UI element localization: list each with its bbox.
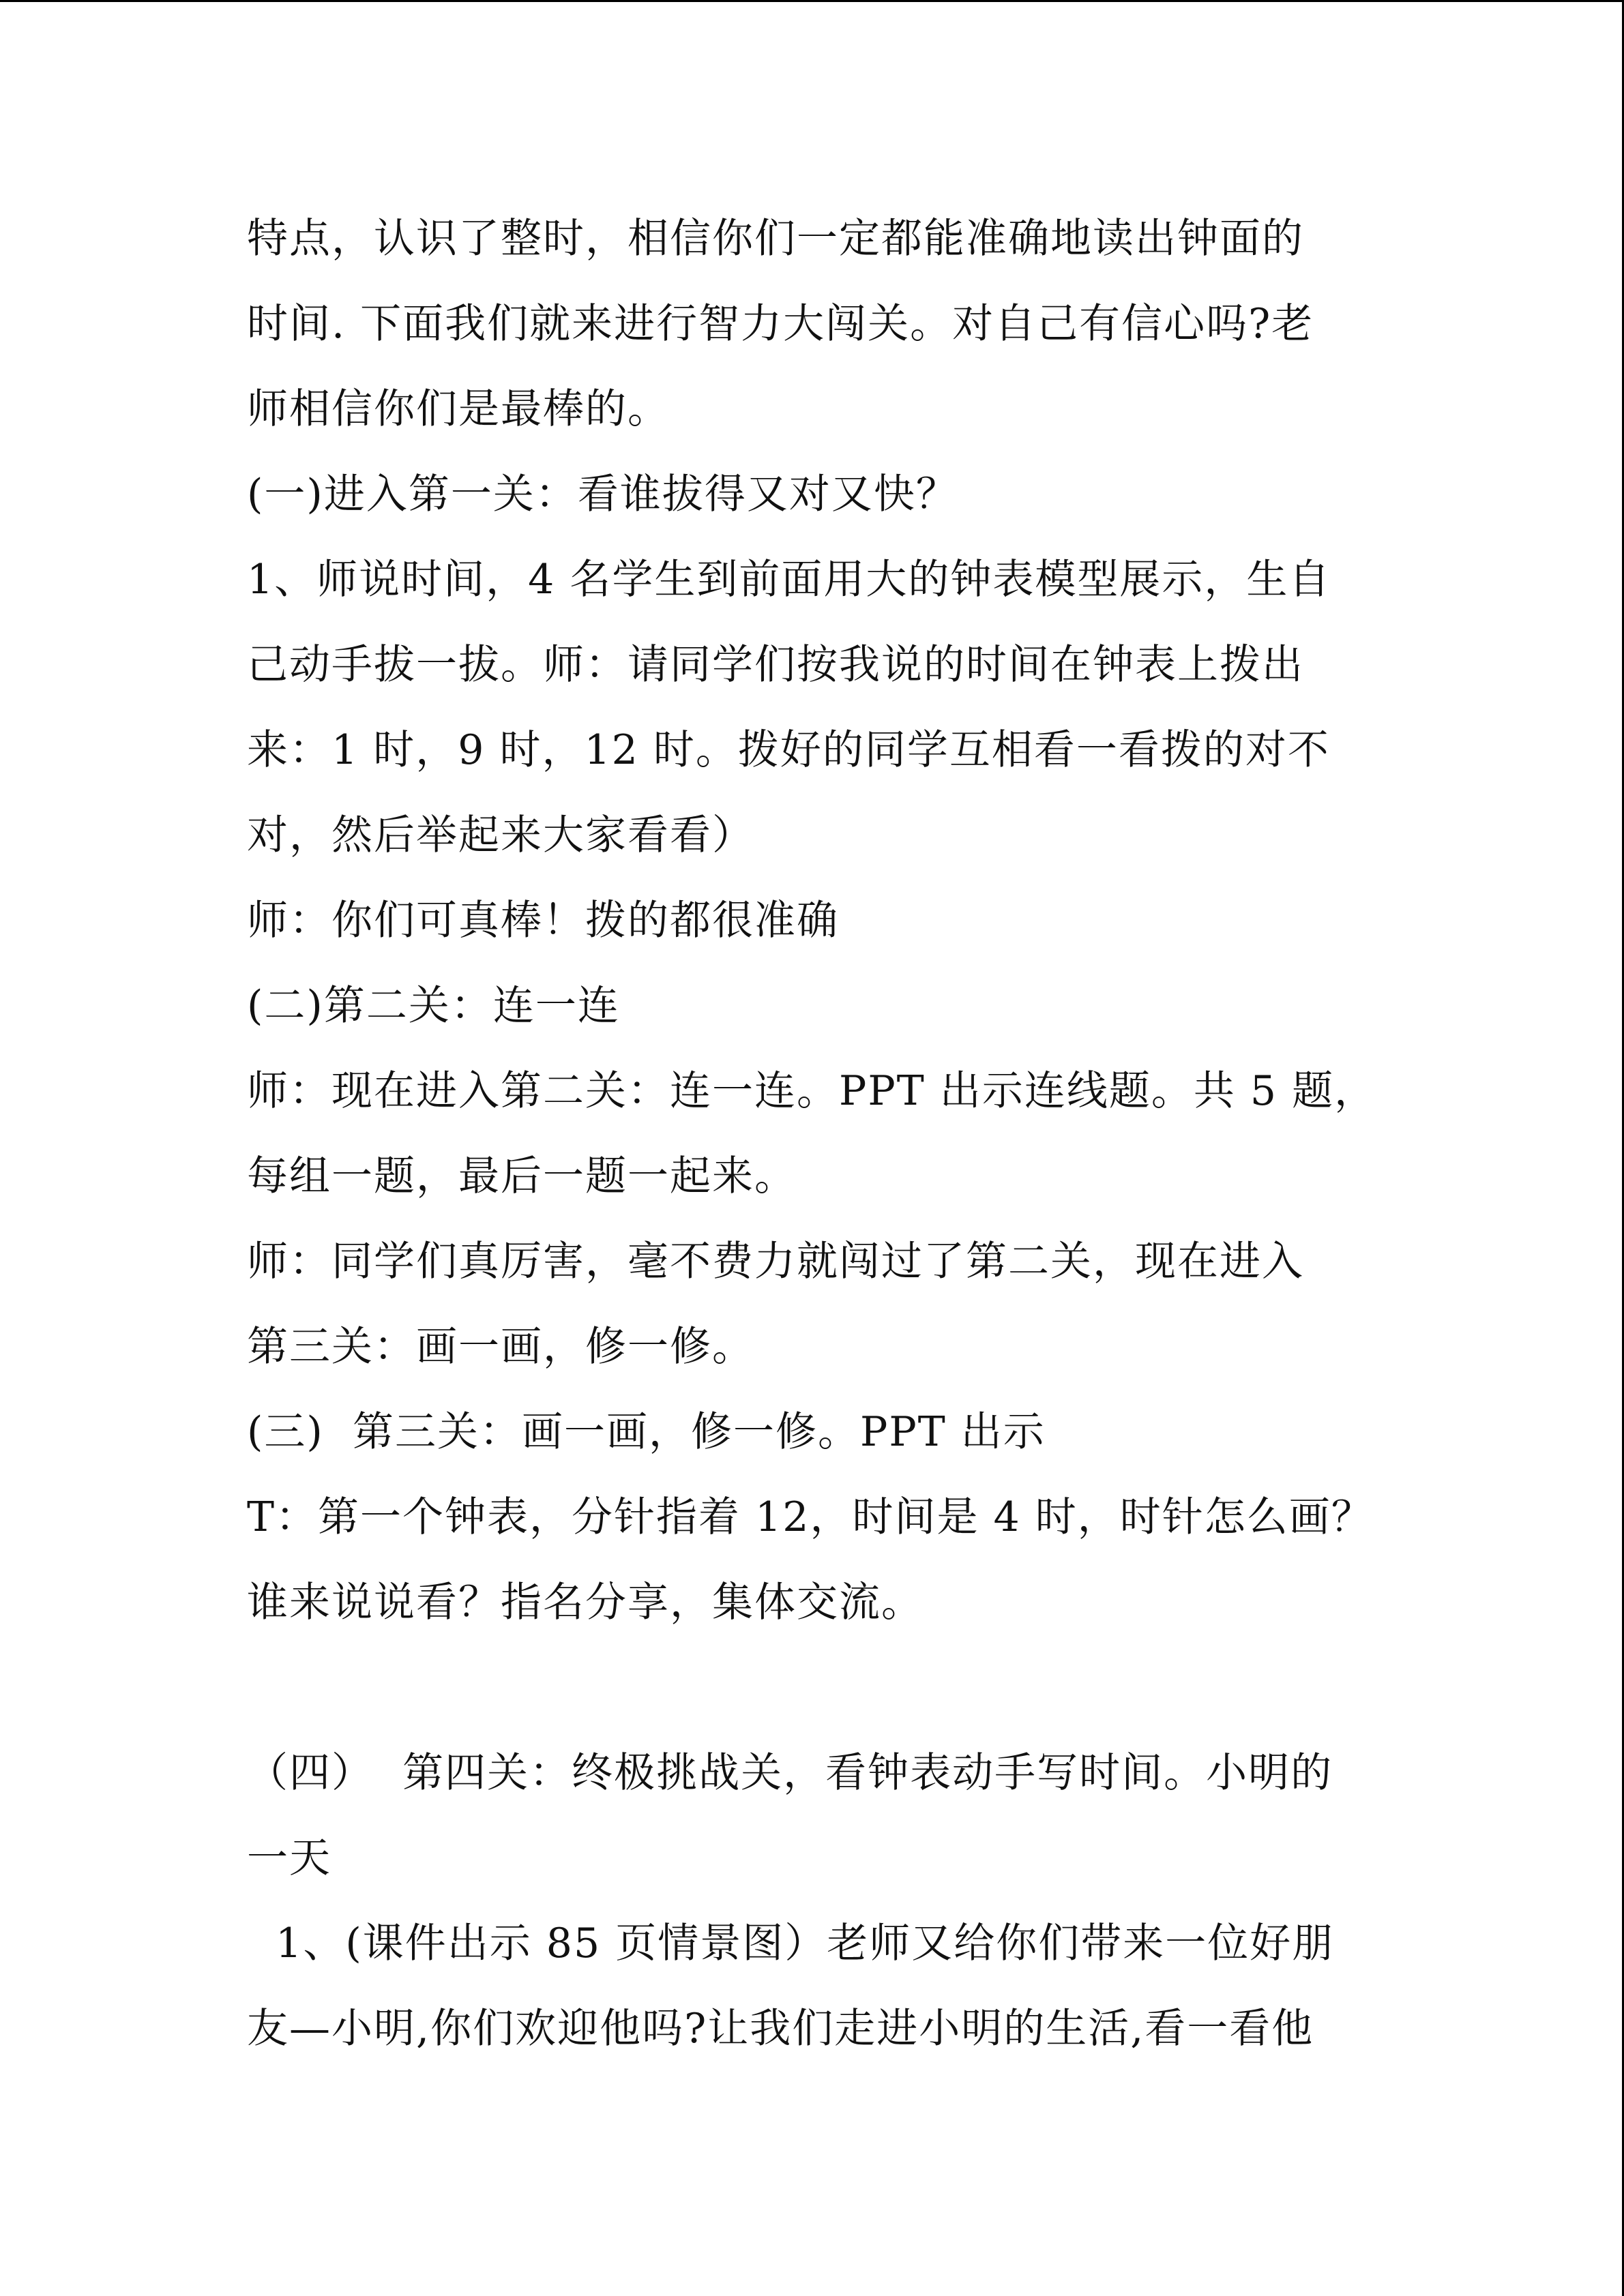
text-line: 谁来说说看？指名分享，集体交流。: [247, 1579, 924, 1626]
text-line: 来：1 时，9 时，12 时。拨好的同学互相看一看拨的对不: [247, 726, 1330, 774]
text-line: 时间. 下面我们就来进行智力大闯关。对自己有信心吗?老: [247, 300, 1314, 348]
text-line: 一天: [247, 1834, 331, 1882]
text-line: 1、(课件出示 85 页情景图）老师又给你们带来一位好朋: [247, 1920, 1335, 1967]
text-line: 师相信你们是最棒的。: [247, 385, 670, 433]
section-heading-4: （四） 第四关：终极挑战关，看钟表动手写时间。小明的: [247, 1749, 1333, 1797]
text-line: 1、师说时间，4 名学生到前面用大的钟表模型展示，生自: [247, 556, 1331, 603]
section-heading-2: (二)第二关：连一连: [247, 982, 620, 1030]
text-line: 对，然后举起来大家看看）: [247, 811, 754, 859]
text-line: 己动手拔一拔。师：请同学们按我说的时间在钟表上拨出: [247, 641, 1304, 689]
text-line: 师：你们可真棒！拨的都很准确: [247, 897, 839, 944]
section-heading-1: (一)进入第一关：看谁拔得又对又快？: [247, 471, 958, 518]
section-heading-3: (三) 第三关：画一画，修一修。PPT 出示: [247, 1408, 1046, 1456]
text-line: 第三关：画一画，修一修。: [247, 1323, 754, 1371]
text-line: 友—小明,你们欢迎他吗?让我们走进小明的生活,看一看他: [247, 2005, 1314, 2053]
text-line: 师：同学们真厉害，毫不费力就闯过了第二关，现在进入: [247, 1238, 1304, 1285]
page-border-top: [0, 0, 1624, 2]
text-line: 每组一题，最后一题一起来。: [247, 1152, 797, 1200]
text-line: 特点，认识了整时，相信你们一定都能准确地读出钟面的: [247, 215, 1304, 263]
text-line: T：第一个钟表，分针指着 12，时间是 4 时，时针怎么画？: [247, 1493, 1374, 1541]
text-line: 师：现在进入第二关：连一连。PPT 出示连线题。共 5 题，: [247, 1067, 1377, 1115]
